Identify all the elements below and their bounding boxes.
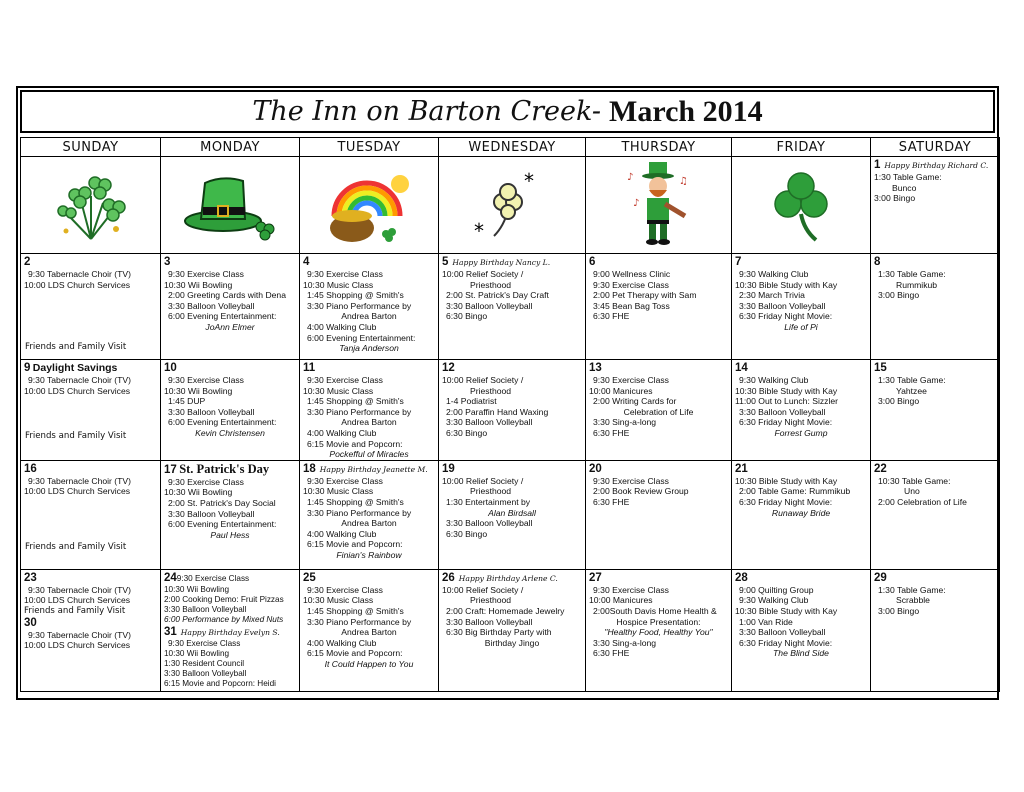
event: 3:30 Balloon Volleyball [446, 616, 533, 627]
event: 3:30 Piano Performance by [307, 616, 412, 627]
event: 10:00 LDS Church Services [24, 640, 131, 651]
shamrock-stars-icon [472, 166, 552, 246]
event-detail: Celebration of Life [623, 406, 694, 417]
event-performer: Pockefful of Miracles [329, 449, 409, 460]
event: 2:00 St. Patrick's Day Craft [446, 290, 549, 301]
event: 2:00 Pet Therapy with Sam [593, 290, 697, 301]
event: Scrabble [896, 595, 930, 606]
event: 9:30 Exercise Class [168, 375, 244, 385]
event: 10:30 Wii Bowling [164, 584, 230, 594]
day-cell [300, 254, 439, 360]
friends-note: Friends and Family Visit [24, 605, 126, 616]
event-performer: Tanja Anderson [339, 343, 399, 354]
event: 6:30 Big Birthday Party with [446, 627, 552, 638]
svg-text:♫: ♫ [678, 176, 688, 187]
birthday-note: Happy Birthday Jeanette M. [319, 464, 428, 474]
day-cell [439, 360, 586, 461]
event-detail: "Healthy Food, Healthy You" [604, 627, 713, 638]
calendar-title [20, 90, 995, 133]
event: 3:45 Bean Bag Toss [593, 300, 670, 311]
week-row [21, 254, 1000, 360]
event: 6:15 Movie and Popcorn: [307, 648, 403, 659]
event: 9:00 Quilting Group [739, 584, 814, 595]
week-row [21, 157, 1000, 254]
event: 3:30 Balloon Volleyball [446, 417, 533, 428]
event-performer: Finian's Rainbow [336, 549, 402, 560]
day-number: 11 [303, 362, 316, 374]
event: 9:30 Tabernacle Choir (TV) [28, 475, 132, 486]
event: 2:00 St. Patrick's Day Social [168, 497, 276, 508]
day-number: 10 [164, 362, 177, 374]
event: 1:30 Table Game: [878, 375, 946, 385]
event: 2:00 Paraffin Hand Waxing [446, 406, 549, 417]
event: 3:30 Balloon Volleyball [446, 518, 533, 529]
day-cell [21, 254, 161, 360]
day-number: 28 [735, 571, 748, 584]
event: 3:30 Piano Performance by [307, 300, 412, 311]
birthday-note: Happy Birthday Evelyn S. [180, 627, 280, 637]
calendar-grid [20, 137, 1000, 692]
event: 9:30 Exercise Class [307, 584, 383, 595]
day-cell [871, 157, 1000, 254]
weekday-sunday: SUNDAY [21, 138, 161, 157]
week-row [21, 569, 1000, 691]
event: 2:00 Writing Cards for [593, 396, 677, 407]
event: 9:30 Walking Club [739, 595, 809, 606]
weekday-saturday: SATURDAY [871, 138, 1000, 157]
event: 10:30 Wii Bowling [164, 648, 230, 658]
week-row [21, 360, 1000, 461]
event: 9:30 Exercise Class [307, 269, 383, 279]
fiddling-leprechaun-icon [619, 160, 699, 252]
event: 3:30 Balloon Volleyball [739, 406, 826, 417]
event: 1:30 Table Game: [878, 269, 946, 279]
weekday-header [21, 138, 1000, 157]
event: 10:30 Table Game: [878, 475, 951, 486]
event: 1:00 Van Ride [739, 616, 793, 627]
event: 6:30 Friday Night Movie: [739, 496, 833, 507]
holiday-label: St. Patrick's Day [179, 461, 270, 476]
event: 3:30 Balloon Volleyball [164, 669, 247, 679]
event: 6:30 FHE [593, 648, 630, 659]
svg-text:♪: ♪ [626, 172, 633, 183]
day-cell [871, 569, 1000, 691]
event: 3:30 Balloon Volleyball [446, 300, 533, 311]
event: 6:15 Movie and Popcorn: Heidi [164, 679, 276, 689]
event: 10:00 Manicures [589, 385, 653, 396]
event: 10:30 Bible Study with Kay [735, 279, 838, 290]
event: 3:30 Piano Performance by [307, 507, 412, 518]
event-performer: Paul Hess [210, 529, 250, 540]
day-number: 26 [442, 571, 455, 584]
event: 9:30 Walking Club [739, 375, 809, 385]
day-cell [21, 360, 161, 461]
day-cell [21, 569, 161, 691]
event: 9:30 Exercise Class [168, 269, 244, 279]
weekday-monday: MONDAY [161, 138, 300, 157]
day-number: 22 [874, 462, 887, 475]
day-number: 31 [164, 625, 177, 638]
event: 10:30 Music Class [303, 279, 374, 290]
leprechaun-hat-icon [183, 171, 278, 241]
event: 3:30 Balloon Volleyball [168, 300, 255, 311]
event: 9:30 Exercise Class [593, 584, 669, 595]
event: 10:00 Relief Society / [442, 375, 524, 385]
event: Priesthood [470, 279, 512, 290]
event: 10:30 Wii Bowling [164, 487, 233, 498]
day-cell [439, 254, 586, 360]
event: 10:30 Music Class [303, 486, 374, 497]
event-performer: Forrest Gump [774, 427, 828, 438]
event: Bunco [892, 182, 917, 193]
event: 6:00 Evening Entertainment: [168, 417, 277, 428]
event: 1:45 Shopping @ Smith's [307, 496, 404, 507]
event: 4:00 Walking Club [307, 637, 377, 648]
event: 9:00 Wellness Clinic [593, 269, 671, 279]
shamrock-icon [766, 166, 836, 246]
day-number: 25 [303, 571, 316, 584]
event: 6:30 FHE [593, 311, 630, 322]
event: 10:30 Bible Study with Kay [735, 605, 838, 616]
event: 3:00 Bingo [878, 396, 920, 407]
event: 10:00 LDS Church Services [24, 385, 131, 396]
day-number: 7 [735, 256, 742, 268]
friends-note: Friends and Family Visit [25, 431, 127, 442]
day-number: 14 [735, 362, 748, 374]
day-number: 5 [442, 256, 449, 268]
event: 6:30 Friday Night Movie: [739, 417, 833, 428]
event: 2:30 March Trivia [739, 290, 805, 301]
day-cell [586, 360, 732, 461]
event: 6:30 Bingo [446, 427, 488, 438]
event-performer: Andrea Barton [341, 311, 397, 322]
event: 6:00 Performance by Mixed Nuts [164, 615, 284, 625]
event: 11:00 Out to Lunch: Sizzler [735, 396, 839, 407]
weekday-thursday: THURSDAY [586, 138, 732, 157]
event: 6:15 Movie and Popcorn: [307, 438, 403, 449]
event: Priesthood [470, 595, 512, 606]
event: 9:30 Tabernacle Choir (TV) [28, 629, 132, 640]
day-number: 8 [874, 256, 881, 268]
event: 6:30 Friday Night Movie: [739, 637, 833, 648]
event: 6:15 Movie and Popcorn: [307, 539, 403, 550]
art-cell [21, 157, 161, 254]
event-performer: Alan Birdsall [488, 507, 536, 518]
event: 6:30 FHE [593, 496, 630, 507]
day-cell [300, 460, 439, 569]
event: 3:30 Piano Performance by [307, 406, 412, 417]
day-cell [161, 254, 300, 360]
day-number: 15 [874, 362, 887, 374]
day-cell [300, 360, 439, 461]
event: 2:00 Cooking Demo: Fruit Pizzas [164, 594, 284, 604]
event: 10:30 Music Class [303, 385, 374, 396]
birthday-note: Happy Birthday Nancy L. [452, 258, 551, 267]
day-cell [732, 460, 871, 569]
event: 1:45 DUP [168, 396, 206, 407]
event: 3:00 Bingo [874, 193, 916, 204]
day-number: 21 [735, 462, 748, 475]
event: 6:00 Evening Entertainment: [307, 332, 416, 343]
birthday-note: Happy Birthday Richard C. [884, 161, 989, 170]
event: 9:30 Exercise Class [176, 573, 250, 583]
event: 1-4 Podiatrist [446, 396, 497, 407]
day-cell [732, 569, 871, 691]
event: 3:30 Sing-a-long [593, 637, 657, 648]
day-number: 13 [589, 362, 602, 374]
holiday-label: Daylight Savings [32, 362, 118, 374]
event: 10:30 Wii Bowling [164, 385, 233, 396]
event: 10:30 Wii Bowling [164, 279, 233, 290]
event: 4:00 Walking Club [307, 321, 377, 332]
day-number: 16 [24, 462, 37, 475]
day-number: 12 [442, 362, 455, 374]
day-cell [161, 360, 300, 461]
calendar [16, 86, 999, 700]
event: Priesthood [470, 385, 512, 396]
day-number: 19 [442, 462, 455, 475]
event: 10:00 Relief Society / [442, 269, 524, 279]
day-cell [586, 460, 732, 569]
event: 10:30 Bible Study with Kay [735, 385, 838, 396]
day-cell [732, 254, 871, 360]
shamrock-bouquet-icon [51, 171, 131, 241]
event: 10:00 Relief Society / [442, 475, 524, 486]
event: 2:00 Table Game: Rummikub [739, 486, 851, 497]
day-number: 30 [24, 616, 37, 629]
event: 3:30 Balloon Volleyball [168, 508, 255, 519]
event: 2:00 Celebration of Life [878, 496, 967, 507]
event-performer: Andrea Barton [341, 518, 397, 529]
event: 3:30 Balloon Volleyball [164, 605, 247, 615]
event: 6:30 FHE [593, 427, 630, 438]
event: 3:00 Bingo [878, 605, 920, 616]
facility-name: The Inn on Barton Creek- [252, 96, 602, 127]
event-performer: It Could Happen to You [324, 658, 414, 669]
day-number: 29 [874, 571, 887, 584]
weekday-wednesday: WEDNESDAY [439, 138, 586, 157]
event: 3:30 Sing-a-long [593, 417, 657, 428]
art-cell [732, 157, 871, 254]
day-number: 3 [164, 256, 171, 268]
week-row [21, 460, 1000, 569]
day-cell [439, 460, 586, 569]
event: 3:30 Balloon Volleyball [168, 406, 255, 417]
event-performer: Andrea Barton [341, 627, 397, 638]
day-cell [871, 254, 1000, 360]
event: 1:45 Shopping @ Smith's [307, 290, 404, 301]
event: 2:00 Craft: Homemade Jewelry [446, 605, 565, 616]
event: 3:30 Balloon Volleyball [739, 627, 826, 638]
day-number: 18 [303, 462, 316, 475]
day-cell [21, 460, 161, 569]
event-performer: Life of Pi [784, 321, 818, 332]
event: 4:00 Walking Club [307, 528, 377, 539]
event: 4:00 Walking Club [307, 427, 377, 438]
event: 9:30 Exercise Class [168, 638, 241, 648]
day-number: 27 [589, 571, 602, 584]
event: 6:00 Evening Entertainment: [168, 311, 277, 322]
event-performer: The Blind Side [773, 648, 829, 659]
day-cell [300, 569, 439, 691]
day-cell [161, 569, 300, 691]
event: Priesthood [470, 486, 512, 497]
event: 1:30 Resident Council [164, 658, 245, 668]
event: 1:30 Table Game: [874, 172, 942, 182]
event: 10:30 Music Class [303, 595, 374, 606]
day-cell [871, 460, 1000, 569]
event: 9:30 Tabernacle Choir (TV) [28, 269, 132, 279]
event: Rummikub [896, 279, 938, 290]
art-cell [161, 157, 300, 254]
event: 6:30 Friday Night Movie: [739, 311, 833, 322]
event: 9:30 Exercise Class [307, 375, 383, 385]
event-detail: Hospice Presentation: [616, 616, 701, 627]
event: 10:00 Manicures [589, 595, 653, 606]
event-performer: Runaway Bride [771, 507, 831, 518]
event: 9:30 Exercise Class [593, 475, 669, 486]
birthday-note: Happy Birthday Arlene C. [458, 573, 558, 583]
event: 10:00 LDS Church Services [24, 595, 131, 606]
event: 1:45 Shopping @ Smith's [307, 396, 404, 407]
event-performer: JoAnn Elmer [205, 321, 255, 332]
day-cell [586, 569, 732, 691]
day-cell [732, 360, 871, 461]
weekday-friday: FRIDAY [732, 138, 871, 157]
day-number: 4 [303, 256, 310, 268]
event: 2:00 Book Review Group [593, 486, 689, 497]
event: 9:30 Tabernacle Choir (TV) [28, 584, 132, 595]
event: 10:30 Bible Study with Kay [735, 475, 838, 486]
event: 10:00 Relief Society / [442, 584, 524, 595]
svg-text:*: * [474, 219, 484, 243]
art-cell [586, 157, 732, 254]
event: 10:00 LDS Church Services [24, 279, 131, 290]
day-number: 9 [24, 362, 31, 374]
day-number: 23 [24, 571, 37, 584]
rainbow-pot-of-gold-icon [322, 166, 417, 246]
day-number: 2 [24, 256, 31, 268]
svg-text:*: * [524, 169, 534, 193]
friends-note: Friends and Family Visit [25, 542, 127, 553]
event: 6:30 Bingo [446, 528, 488, 539]
day-number: 24 [164, 571, 177, 584]
svg-text:♪: ♪ [632, 198, 639, 209]
art-cell [300, 157, 439, 254]
event-detail: Birthday Jingo [484, 637, 540, 648]
art-cell [439, 157, 586, 254]
day-number: 6 [589, 256, 596, 268]
event-performer: Andrea Barton [341, 417, 397, 428]
event: 2:00South Davis Home Health & [593, 605, 717, 616]
event-performer: Kevin Christensen [195, 427, 265, 438]
event: 9:30 Exercise Class [307, 475, 383, 486]
event: 9:30 Exercise Class [593, 375, 669, 385]
event: 6:00 Evening Entertainment: [168, 519, 277, 530]
day-cell [439, 569, 586, 691]
event: 10:00 LDS Church Services [24, 486, 131, 497]
event: 3:30 Balloon Volleyball [739, 300, 826, 311]
weekday-tuesday: TUESDAY [300, 138, 439, 157]
event: 6:30 Bingo [446, 311, 488, 322]
day-cell [161, 460, 300, 569]
day-cell [871, 360, 1000, 461]
month-year: March 2014 [609, 94, 763, 128]
event: 1:30 Table Game: [878, 584, 946, 595]
event: 1:30 Entertainment by [446, 496, 531, 507]
event: 3:00 Bingo [878, 290, 920, 301]
day-number: 20 [589, 462, 602, 475]
day-number: 17 [164, 463, 177, 476]
event: 9:30 Walking Club [739, 269, 809, 279]
day-number: 1 [874, 159, 881, 171]
event: 9:30 Exercise Class [168, 476, 244, 487]
event: 9:30 Exercise Class [593, 279, 669, 290]
event: 2:00 Greeting Cards with Dena [168, 290, 286, 301]
event: 1:45 Shopping @ Smith's [307, 605, 404, 616]
friends-note: Friends and Family Visit [25, 342, 127, 353]
event: Yahtzee [896, 385, 927, 396]
event: Uno [904, 486, 920, 497]
event: 9:30 Tabernacle Choir (TV) [28, 375, 132, 385]
day-cell [586, 254, 732, 360]
